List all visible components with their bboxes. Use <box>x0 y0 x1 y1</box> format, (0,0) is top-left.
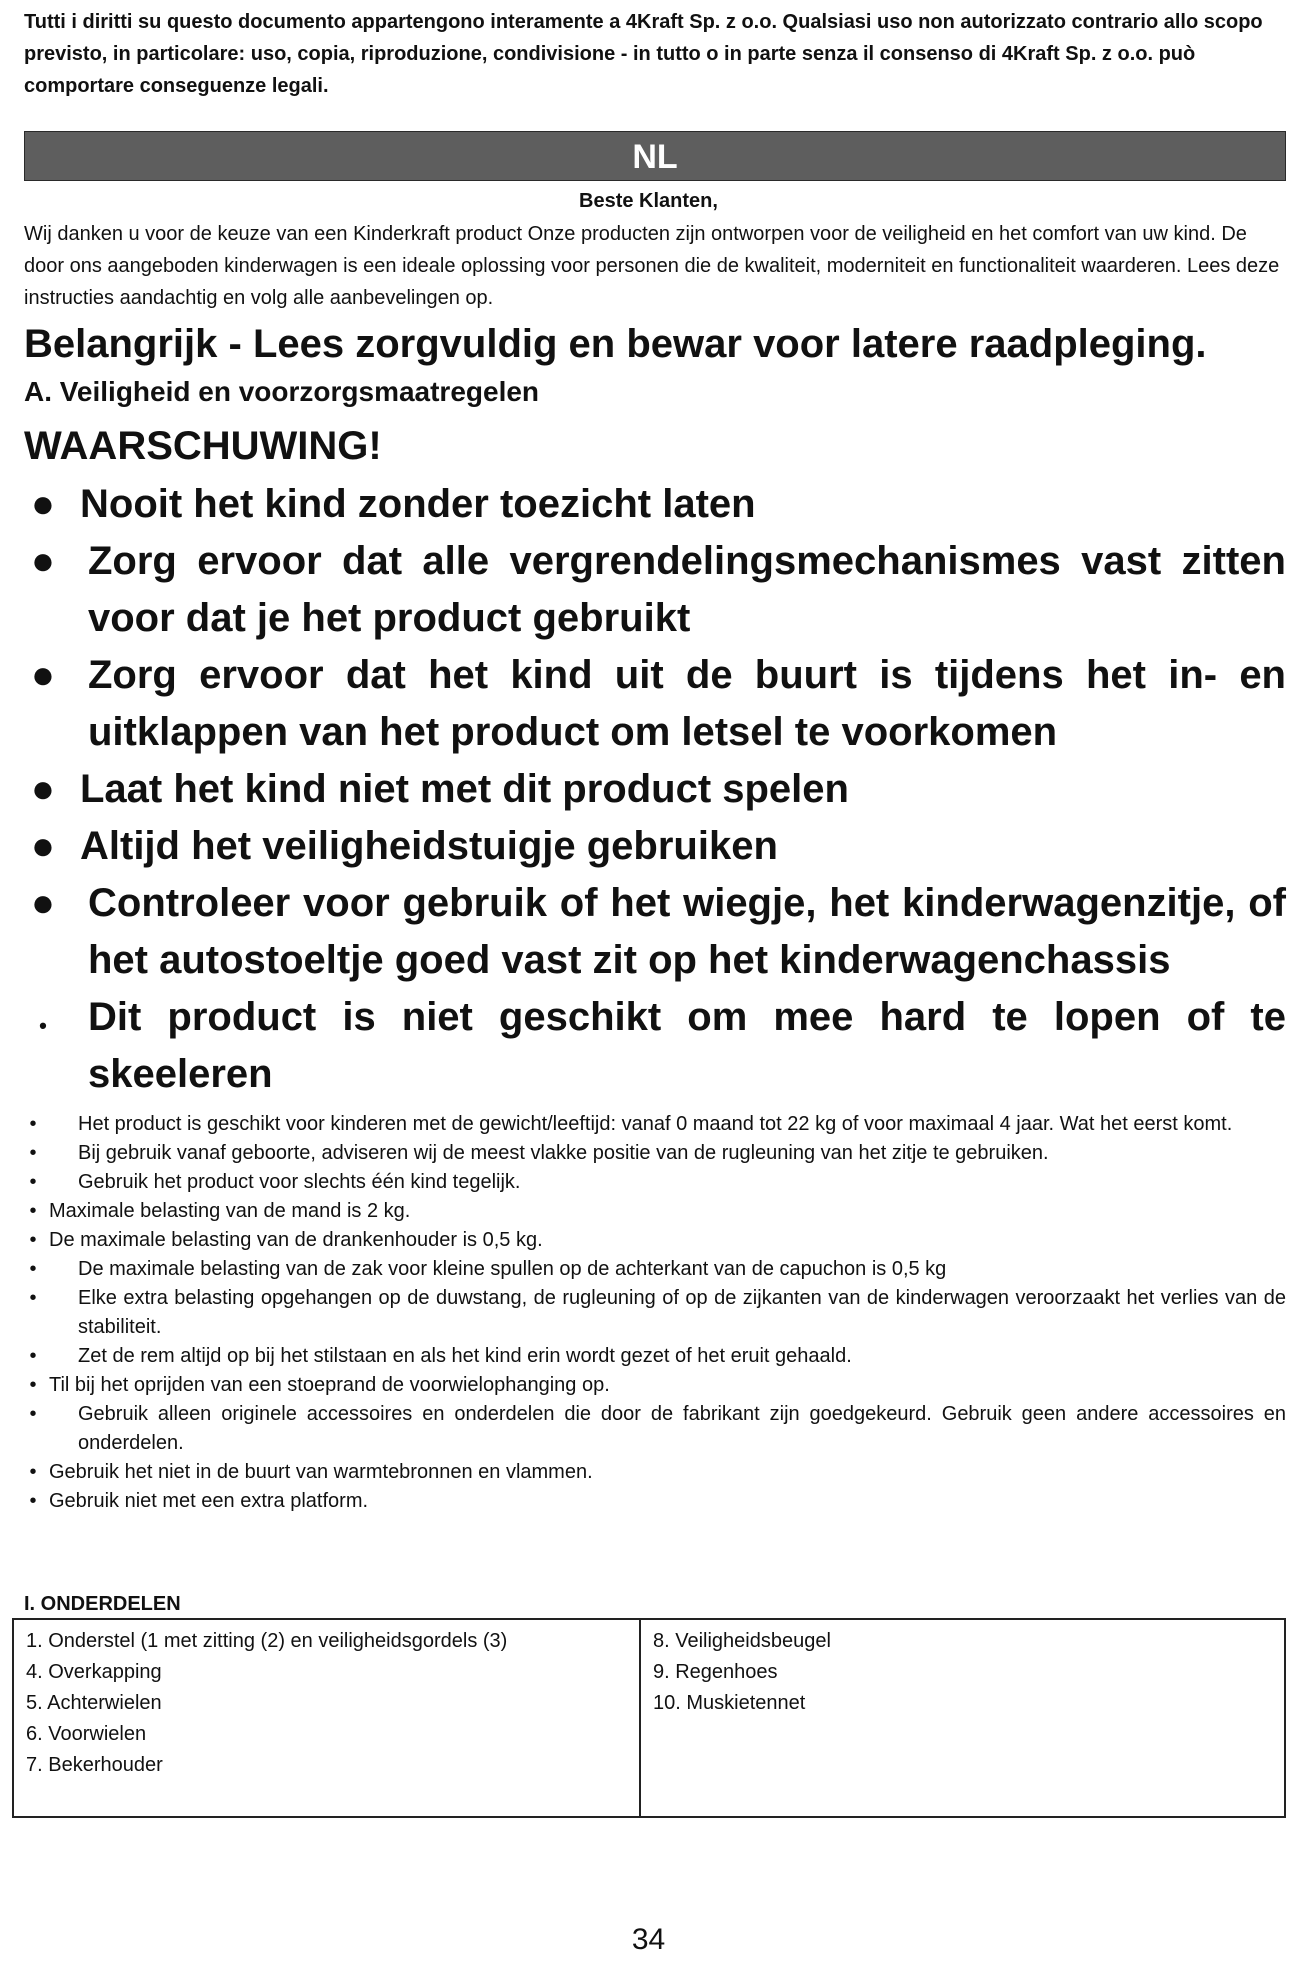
note-text: Zet de rem altijd op bij het stilstaan en als het kind erin wordt gezet of het eruit gehaald. <box>78 1345 852 1367</box>
parts-table <box>12 1618 1286 1818</box>
note-text: Elke extra belasting opgehangen op de duwstang, de rugleuning of op de zijkanten van de kinderwagen veroorzaakt het verlies van de stabiliteit. <box>78 1287 1286 1338</box>
salutation: Beste Klanten, <box>579 190 718 212</box>
note-text: De maximale belasting van de zak voor kleine spullen op de achterkant van de capuchon is 0,5 kg <box>78 1258 947 1280</box>
bullet-icon: • <box>29 1200 37 1222</box>
warning-text: Zorg ervoor dat het kind uit de buurt is tijdens het in- en uitklappen van het product om letsel te voorkomen <box>88 653 1286 754</box>
bullet-icon: • <box>29 1374 37 1396</box>
bullet-icon: • <box>29 1142 37 1164</box>
major-warning-item <box>24 875 1286 989</box>
page-number: 34 <box>631 1923 666 1956</box>
bullet-icon: • <box>29 1403 37 1425</box>
safety-note <box>24 1487 1286 1516</box>
warning-text: Laat het kind niet met dit product spelen <box>80 767 849 811</box>
parts-column-right <box>641 1620 1284 1816</box>
intro-paragraph: Wij danken u voor de keuze van een Kinderkraft product Onze producten zijn ontworpen voor de veiligheid en het comfort van uw kind. De door ons aangeboden kinderwagen is een ideale oplossing voor personen die de kwaliteit, moderniteit en functionaliteit waarderen. Lees deze instructies aandachtig en volg alle aanbevelingen op. <box>24 223 1280 309</box>
warning-heading: WAARSCHUWING! <box>24 424 382 468</box>
note-text: Maximale belasting van de mand is 2 kg. <box>49 1200 411 1222</box>
parts-heading: I. ONDERDELEN <box>24 1593 181 1615</box>
major-warning-item <box>24 989 1286 1103</box>
note-text: Gebruik het niet in de buurt van warmtebronnen en vlammen. <box>49 1461 593 1483</box>
part-item: 8. Veiligheidsbeugel <box>653 1630 831 1652</box>
major-warning-list <box>24 476 1286 1103</box>
safety-notes-list <box>24 1110 1286 1516</box>
part-item: 10. Muskietennet <box>653 1692 806 1714</box>
note-text: Gebruik het product voor slechts één kind tegelijk. <box>78 1171 521 1193</box>
safety-note <box>24 1197 1286 1226</box>
safety-note <box>24 1110 1286 1139</box>
bullet-icon: • <box>29 1461 37 1483</box>
safety-note <box>24 1168 1286 1197</box>
note-text: De maximale belasting van de drankenhouder is 0,5 kg. <box>49 1229 543 1251</box>
bullet-icon: • <box>39 1013 47 1038</box>
bullet-icon: • <box>29 1345 37 1367</box>
major-warning-item <box>24 818 1286 875</box>
warning-text: Zorg ervoor dat alle vergrendelingsmechanismes vast zitten voor dat je het product gebruikt <box>88 539 1286 640</box>
part-item: 6. Voorwielen <box>26 1723 147 1745</box>
safety-note <box>24 1342 1286 1371</box>
note-text: Gebruik niet met een extra platform. <box>49 1490 369 1512</box>
warning-text: Nooit het kind zonder toezicht laten <box>80 482 756 526</box>
bullet-icon: • <box>29 1113 37 1135</box>
safety-note <box>24 1284 1286 1342</box>
major-warning-item <box>24 647 1286 761</box>
safety-note <box>24 1458 1286 1487</box>
parts-column-left <box>14 1620 641 1816</box>
bullet-icon: ● <box>30 482 56 526</box>
part-item: 7. Bekerhouder <box>26 1754 163 1776</box>
major-warning-item <box>24 476 1286 533</box>
bullet-icon: • <box>29 1490 37 1512</box>
safety-section-heading: A. Veiligheid en voorzorgsmaatregelen <box>24 376 540 407</box>
part-item: 5. Achterwielen <box>26 1692 162 1714</box>
note-text: Het product is geschikt voor kinderen met de gewicht/leeftijd: vanaf 0 maand tot 22 kg of voor maximaal 4 jaar. Wat het eerst komt. <box>78 1113 1233 1135</box>
warning-text: Altijd het veiligheidstuigje gebruiken <box>80 824 778 868</box>
important-heading: Belangrijk - Lees zorgvuldig en bewar voor latere raadpleging. <box>24 322 1207 366</box>
note-text: Bij gebruik vanaf geboorte, adviseren wij de meest vlakke positie van de rugleuning van het zitje te gebruiken. <box>78 1142 1049 1164</box>
major-warning-item <box>24 533 1286 647</box>
bullet-icon: ● <box>30 767 56 811</box>
part-item: 1. Onderstel (1 met zitting (2) en veiligheidsgordels (3) <box>26 1630 508 1652</box>
safety-note <box>24 1139 1286 1168</box>
note-text: Gebruik alleen originele accessoires en onderdelen die door de fabrikant zijn goedgekeurd. Gebruik geen andere accessoires en onderdelen. <box>78 1403 1286 1454</box>
major-warning-item <box>24 761 1286 818</box>
safety-note <box>24 1226 1286 1255</box>
bullet-icon: ● <box>30 653 56 697</box>
bullet-icon: ● <box>30 824 56 868</box>
safety-note <box>24 1371 1286 1400</box>
note-text: Til bij het oprijden van een stoeprand de voorwielophanging op. <box>49 1374 610 1396</box>
bullet-icon: • <box>29 1287 37 1309</box>
language-banner: NL <box>24 131 1286 181</box>
bullet-icon: • <box>29 1171 37 1193</box>
warning-text: Dit product is niet geschikt om mee hard te lopen of te skeeleren <box>88 995 1286 1096</box>
bullet-icon: • <box>29 1258 37 1280</box>
bullet-icon: • <box>29 1229 37 1251</box>
bullet-icon: ● <box>30 539 56 583</box>
bullet-icon: ● <box>30 881 56 925</box>
safety-note <box>24 1400 1286 1458</box>
part-item: 9. Regenhoes <box>653 1661 778 1683</box>
safety-note <box>24 1255 1286 1284</box>
part-item: 4. Overkapping <box>26 1661 162 1683</box>
warning-text: Controleer voor gebruik of het wiegje, het kinderwagenzitje, of het autostoeltje goed vast zit op het kinderwagenchassis <box>88 881 1286 982</box>
legal-disclaimer: Tutti i diritti su questo documento appartengono interamente a 4Kraft Sp. z o.o. Qualsiasi uso non autorizzato contrario allo scopo previsto, in particolare: uso, copia, riproduzione, condivisione - in tutto o in parte senza il consenso di 4Kraft Sp. z o.o. può comportare conseguenze legali. <box>24 11 1263 97</box>
